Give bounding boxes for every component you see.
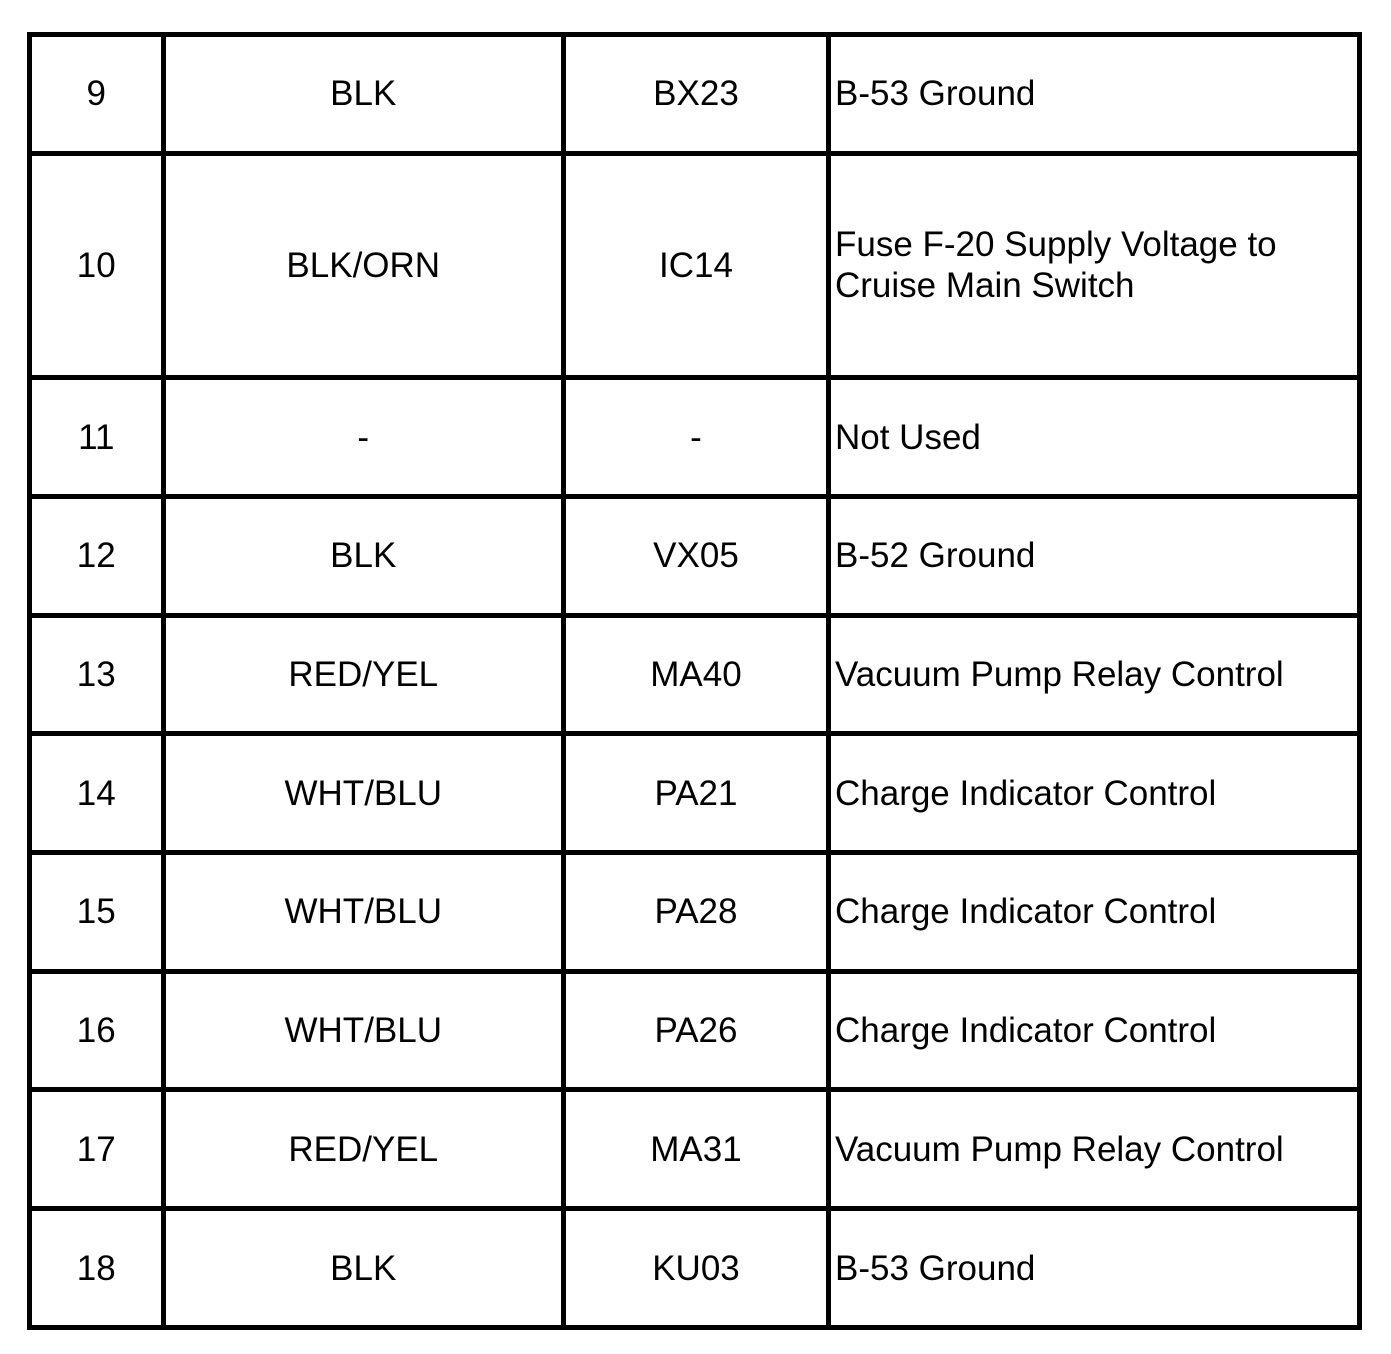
circuit-cell: IC14 [564, 153, 829, 378]
pin-cell: 13 [30, 615, 164, 734]
pin-cell: 12 [30, 496, 164, 615]
description-cell: B-53 Ground [828, 1209, 1359, 1328]
table-row [30, 734, 1360, 853]
pin-cell: 11 [30, 378, 164, 497]
pin-cell: 14 [30, 734, 164, 853]
wire-color-cell: BLK [163, 35, 564, 154]
wire-color-cell: WHT/BLU [163, 971, 564, 1090]
description-cell: Charge Indicator Control [828, 971, 1359, 1090]
pin-cell: 10 [30, 153, 164, 378]
wire-color-cell: RED/YEL [163, 615, 564, 734]
circuit-cell: VX05 [564, 496, 829, 615]
table-row [30, 153, 1360, 378]
description-cell: Vacuum Pump Relay Control [828, 1090, 1359, 1209]
description-cell: Not Used [828, 378, 1359, 497]
circuit-cell: PA28 [564, 853, 829, 972]
description-cell: Vacuum Pump Relay Control [828, 615, 1359, 734]
pin-cell: 9 [30, 35, 164, 154]
wire-color-cell: RED/YEL [163, 1090, 564, 1209]
circuit-cell: MA40 [564, 615, 829, 734]
table-row [30, 1209, 1360, 1328]
circuit-cell: MA31 [564, 1090, 829, 1209]
wire-color-cell: WHT/BLU [163, 734, 564, 853]
circuit-cell: - [564, 378, 829, 497]
wire-color-cell: WHT/BLU [163, 853, 564, 972]
wire-color-cell: - [163, 378, 564, 497]
connector-pinout-table [27, 32, 1362, 1330]
wire-color-cell: BLK/ORN [163, 153, 564, 378]
description-cell: Charge Indicator Control [828, 853, 1359, 972]
table-row [30, 971, 1360, 1090]
wire-color-cell: BLK [163, 1209, 564, 1328]
description-cell: B-52 Ground [828, 496, 1359, 615]
circuit-cell: PA21 [564, 734, 829, 853]
pin-cell: 15 [30, 853, 164, 972]
wire-color-cell: BLK [163, 496, 564, 615]
pin-cell: 17 [30, 1090, 164, 1209]
description-cell: Charge Indicator Control [828, 734, 1359, 853]
pin-cell: 18 [30, 1209, 164, 1328]
circuit-cell: PA26 [564, 971, 829, 1090]
pin-cell: 16 [30, 971, 164, 1090]
table-row [30, 615, 1360, 734]
description-cell: B-53 Ground [828, 35, 1359, 154]
table-row [30, 35, 1360, 154]
table-row [30, 1090, 1360, 1209]
table-row [30, 496, 1360, 615]
description-cell: Fuse F-20 Supply Voltage to Cruise Main Switch [828, 153, 1359, 378]
table-row [30, 853, 1360, 972]
table-body [30, 35, 1360, 1328]
circuit-cell: BX23 [564, 35, 829, 154]
circuit-cell: KU03 [564, 1209, 829, 1328]
table-row [30, 378, 1360, 497]
